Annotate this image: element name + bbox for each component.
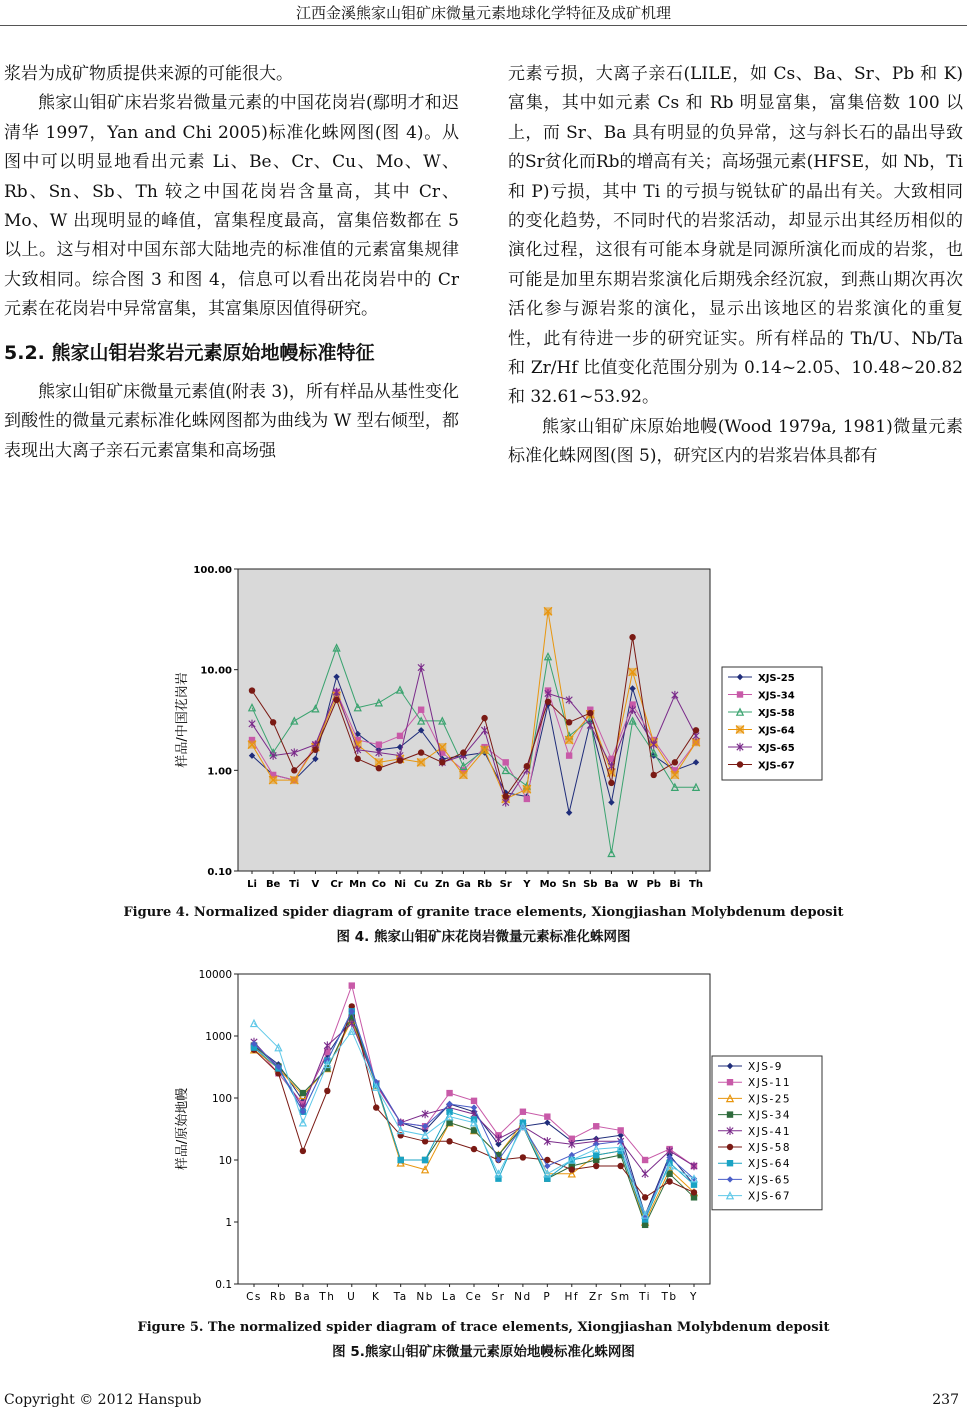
- data-point: [376, 765, 382, 771]
- legend-marker: [737, 761, 743, 767]
- x-tick-label: Mn: [349, 879, 367, 890]
- x-tick-label: Be: [265, 879, 281, 890]
- x-tick-label: Y: [690, 1291, 698, 1303]
- data-point: [471, 1098, 477, 1104]
- x-tick-label: Sb: [583, 879, 598, 890]
- figure-5-chart: [150, 960, 830, 1315]
- paragraph: 浆岩为成矿物质提供来源的可能很大。: [4, 64, 293, 84]
- legend-marker: [736, 726, 744, 734]
- legend-label: XJS-67: [758, 760, 795, 772]
- data-point: [503, 793, 509, 799]
- x-tick-label: V: [311, 879, 320, 890]
- y-tick-label: 10000: [198, 969, 232, 981]
- data-point: [349, 982, 355, 988]
- data-point: [270, 719, 276, 725]
- legend-label: XJS-58: [758, 708, 795, 719]
- data-point: [300, 1090, 306, 1096]
- x-tick-label: La: [441, 1291, 458, 1303]
- legend-label: XJS-34: [748, 1109, 792, 1122]
- x-tick-label: Ce: [465, 1291, 483, 1303]
- data-point: [418, 749, 424, 755]
- legend-marker: [727, 1144, 733, 1150]
- data-point: [617, 1127, 623, 1133]
- legend-label: XJS-11: [748, 1077, 792, 1090]
- x-tick-label: Tb: [661, 1291, 678, 1303]
- y-tick-label: 0.10: [207, 867, 232, 878]
- data-point: [593, 1163, 599, 1169]
- y-tick-label: 10.00: [200, 665, 232, 677]
- data-point: [373, 1104, 379, 1110]
- data-point: [642, 1157, 648, 1163]
- data-point: [608, 780, 614, 786]
- legend-label: XJS-64: [758, 725, 795, 737]
- y-tick-label: 0.1: [215, 1279, 232, 1291]
- figure-4-caption-cn: 图 4. 熊家山钼矿床花岗岩微量元素标准化蛛网图: [336, 929, 631, 945]
- x-tick-label: Pb: [646, 879, 661, 890]
- x-tick-label: Cs: [246, 1291, 262, 1303]
- y-tick-label: 100.00: [193, 565, 232, 576]
- x-tick-label: Sm: [610, 1291, 631, 1303]
- data-point: [524, 763, 530, 769]
- legend-label: XJS-58: [748, 1142, 792, 1154]
- x-tick-label: Rb: [477, 879, 493, 890]
- x-tick-label: Zn: [435, 879, 450, 890]
- legend: [722, 667, 822, 780]
- x-tick-label: Th: [689, 879, 703, 890]
- y-axis-label: 样品/原始地幔: [175, 1087, 190, 1171]
- x-tick-label: Zr: [588, 1291, 604, 1303]
- legend-marker: [727, 1160, 733, 1166]
- x-tick-label: Cu: [413, 879, 429, 890]
- legend-label: XJS-41: [748, 1125, 792, 1138]
- copyright: Copyright © 2012 Hanspub: [4, 1392, 202, 1408]
- paragraph: 熊家山钼矿床原始地幔(Wood 1979a, 1981)微量元素标准化蛛网图(图 5)，研究区内的岩浆岩体具都有: [508, 416, 963, 467]
- y-tick-label: 1: [225, 1217, 232, 1229]
- data-point: [503, 759, 509, 765]
- data-point: [291, 767, 297, 773]
- y-tick-label: 10: [218, 1155, 232, 1167]
- paragraph: 熊家山钼矿床微量元素值(附表 3)，所有样品从基性变化到酸性的微量元素标准化蛛网图都为曲线为 W 型右倾型，都表现出大离子亲石元素富集和高场强: [4, 382, 459, 461]
- figure-4-chart: [150, 555, 830, 900]
- x-tick-label: Ta: [393, 1291, 408, 1303]
- data-point: [418, 707, 424, 713]
- legend-marker: [727, 1111, 733, 1117]
- x-tick-label: Ba: [604, 879, 619, 890]
- data-point: [671, 771, 679, 779]
- right-column: [508, 60, 963, 472]
- legend: [712, 1056, 822, 1210]
- data-point: [417, 758, 425, 766]
- x-tick-label: Rb: [269, 1291, 287, 1303]
- data-point: [397, 733, 403, 739]
- paragraph: 元素亏损，大离子亲石(LILE，如 Cs、Ba、Sr、Pb 和 K)富集，其中如元素 Cs 和 Rb 明显富集，富集倍数 100 以上，而 Sr、Ba 具有明显的负异常，这与斜长石的晶出导致的Sr贫化而Rb的增高有关；高场强元素(HFSE，如 Nb，Ti 和 P)亏损，其中 Ti 的亏损与锐钛矿的晶出有关。大致相同的变化趋势，不同时代的岩浆活动，却显示出其经历相似的演化过程，这很有可能本身就是同源所演化而成的岩浆，也可能是加里东期岩浆演化后期残余经沉寂，到燕山期次再次活化参与源岩浆的演化，显示出该地区的岩浆演化的重复性，此有待进一步的研究证实。所有样品的 Th/U、Nb/Ta 和 Zr/Hf 比值变化范围分别为 0.14~2.05、10.48~20.82 和 32.61~53.92。: [508, 64, 963, 408]
- data-point: [691, 1189, 697, 1195]
- data-point: [446, 1138, 452, 1144]
- data-point: [520, 1154, 526, 1160]
- header-rule: [0, 25, 967, 26]
- data-point: [523, 785, 531, 793]
- legend-label: XJS-25: [748, 1093, 792, 1106]
- x-tick-label: Ni: [394, 879, 406, 890]
- section-heading: 5.2. 熊家山钼岩浆岩元素原始地幔标准特征: [4, 341, 375, 364]
- data-point: [593, 1123, 599, 1129]
- data-point: [439, 759, 445, 765]
- x-tick-label: Cr: [330, 879, 343, 890]
- x-tick-label: Co: [371, 879, 386, 890]
- data-point: [300, 1148, 306, 1154]
- legend-label: XJS-65: [748, 1174, 792, 1187]
- page-number: 237: [932, 1392, 959, 1408]
- data-point: [520, 1109, 526, 1115]
- data-point: [324, 1088, 330, 1094]
- x-tick-label: U: [347, 1291, 357, 1303]
- data-point: [693, 727, 699, 733]
- data-point: [672, 759, 678, 765]
- data-point: [566, 719, 572, 725]
- x-tick-label: Mo: [539, 879, 557, 890]
- left-column: [4, 60, 459, 466]
- data-point: [459, 771, 467, 779]
- data-point: [544, 1113, 550, 1119]
- x-tick-label: Ba: [294, 1291, 312, 1303]
- x-tick-label: Bi: [669, 879, 681, 890]
- data-point: [524, 796, 530, 802]
- legend-label: XJS-34: [758, 690, 795, 702]
- data-point: [569, 1166, 575, 1172]
- data-point: [446, 1090, 452, 1096]
- data-point: [333, 697, 339, 703]
- data-point: [629, 668, 637, 676]
- data-point: [290, 776, 298, 784]
- x-tick-label: Sr: [499, 879, 512, 890]
- figure-5-caption-cn: 图 5.熊家山钼矿床微量元素原始地幔标准化蛛网图: [332, 1344, 635, 1360]
- data-point: [545, 699, 551, 705]
- figure-4-caption-en: Figure 4. Normalized spider diagram of granite trace elements, Xiongjiashan Molybdenum deposit: [123, 905, 844, 920]
- x-tick-label: Li: [247, 879, 257, 890]
- data-point: [312, 747, 318, 753]
- data-point: [471, 1146, 477, 1152]
- figure-5-caption-en: Figure 5. The normalized spider diagram of trace elements, Xiongjiashan Molybdenum deposit: [137, 1320, 830, 1335]
- y-axis-label: 样品/中国花岗岩: [175, 672, 190, 768]
- data-point: [587, 710, 593, 716]
- data-point: [651, 772, 657, 778]
- data-point: [481, 715, 487, 721]
- y-tick-label: 100: [211, 1093, 232, 1105]
- data-point: [355, 756, 361, 762]
- data-point: [397, 1157, 403, 1163]
- x-tick-label: K: [372, 1291, 381, 1303]
- legend-label: XJS-67: [748, 1190, 792, 1203]
- x-tick-label: Ti: [289, 879, 300, 890]
- legend-marker: [737, 691, 743, 697]
- data-point: [376, 741, 382, 747]
- legend-label: XJS-25: [758, 673, 795, 684]
- legend-marker: [727, 1079, 733, 1085]
- data-point: [566, 752, 572, 758]
- paragraph: 熊家山钼矿床岩浆岩微量元素的中国花岗岩(鄢明才和迟清华 1997，Yan and Chi 2005)标准化蛛网图(图 4)。从图中可以明显地看出元素 Li、Be、Cr、Cu、Mo、W、Rb、Sn、Sb、Th 较之中国花岗岩含量高，其中 Cr、Mo、W 出现明显的峰值，富集程度最高，富集倍数都在 5 以上。这与相对中国东部大陆地壳的标准值的元素富集规律大致相同。综合图 3 和图 4，信息可以看出花岗岩中的 Cr 元素在花岗岩中异常富集，其富集原因值得研究。: [4, 93, 459, 320]
- data-point: [617, 1163, 623, 1169]
- data-point: [629, 634, 635, 640]
- x-tick-label: Ga: [455, 879, 471, 890]
- data-point: [565, 736, 573, 744]
- legend-label: XJS-64: [748, 1158, 792, 1171]
- data-point: [422, 1157, 428, 1163]
- x-tick-label: P: [543, 1291, 552, 1303]
- x-tick-label: Nb: [416, 1291, 434, 1303]
- data-point: [544, 607, 552, 615]
- data-point: [248, 741, 256, 749]
- x-tick-label: Sn: [561, 879, 577, 890]
- x-tick-label: Ti: [639, 1291, 652, 1303]
- data-point: [269, 776, 277, 784]
- x-tick-label: Nd: [514, 1291, 532, 1303]
- data-point: [481, 746, 489, 754]
- legend-label: XJS-65: [758, 743, 795, 754]
- data-point: [642, 1194, 648, 1200]
- y-tick-label: 1.00: [207, 766, 232, 778]
- data-point: [666, 1178, 672, 1184]
- y-tick-label: 1000: [205, 1031, 232, 1043]
- x-tick-label: Sr: [491, 1291, 506, 1303]
- data-point: [397, 757, 403, 763]
- data-point: [460, 749, 466, 755]
- x-tick-label: W: [627, 879, 639, 890]
- x-tick-label: Y: [523, 879, 531, 890]
- data-point: [249, 687, 255, 693]
- x-tick-label: Th: [319, 1291, 336, 1303]
- legend-label: XJS-9: [748, 1061, 783, 1073]
- running-header: 江西金溪熊家山钼矿床微量元素地球化学特征及成矿机理: [295, 4, 671, 22]
- x-tick-label: Hf: [564, 1291, 580, 1303]
